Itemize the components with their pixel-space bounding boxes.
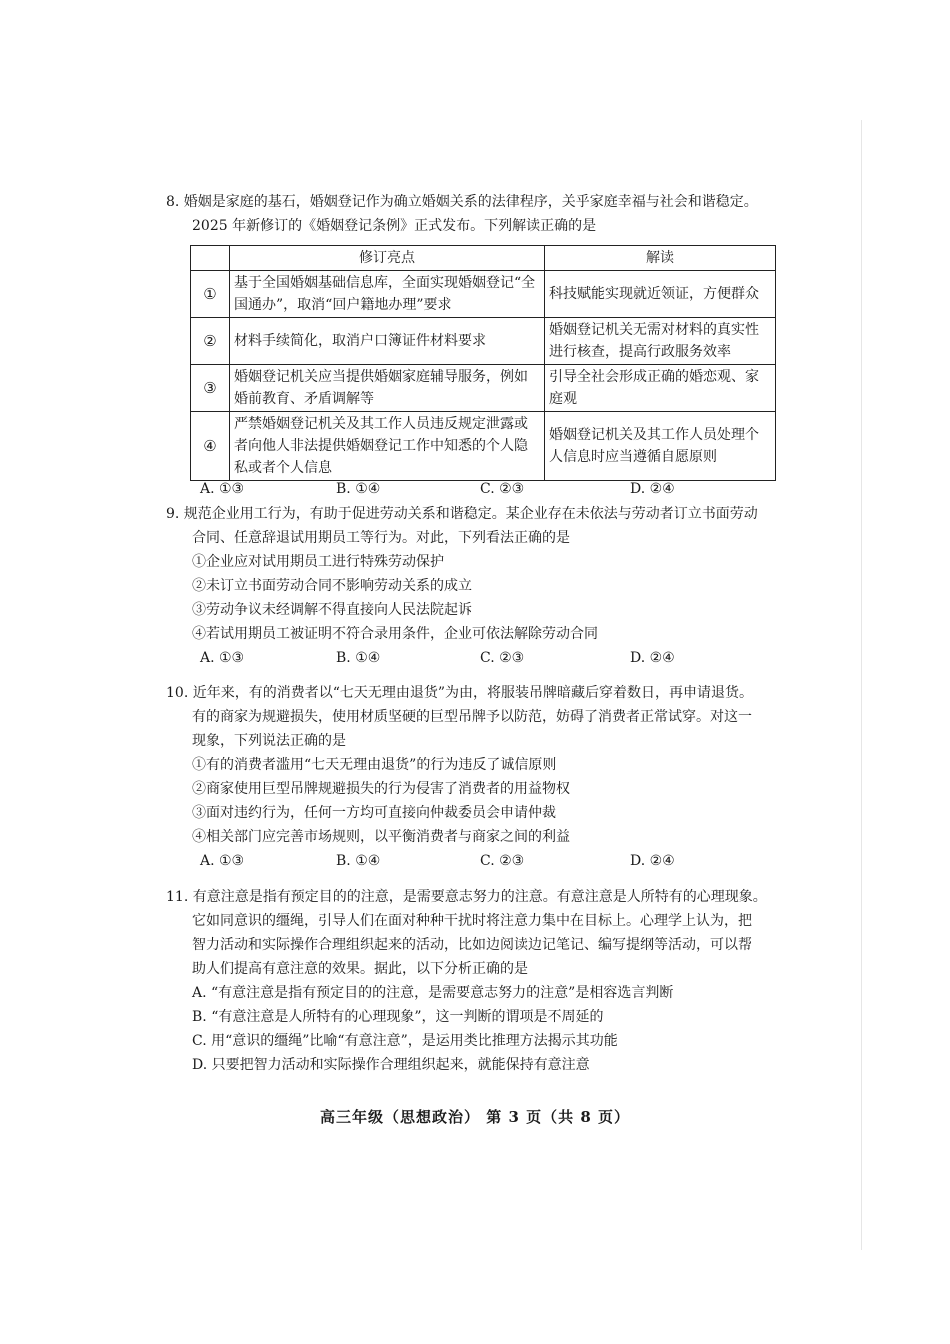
table-header-reading: 解读 [545,246,776,271]
q9-statement: ④若试用期员工被证明不符合录用条件，企业可依法解除劳动合同 [192,626,598,642]
option-c[interactable]: C. ②③ [480,650,525,666]
table-row [191,365,776,412]
option-d[interactable]: D. ②④ [630,481,675,497]
q11-stem-line3: 智力活动和实际操作合理组织起来的活动，比如边阅读边记笔记、编写提纲等活动，可以帮 [192,937,752,953]
row-reading: 婚姻登记机关及其工作人员处理个人信息时应当遵循自愿原则 [545,412,776,481]
option-c[interactable]: C. 用“意识的缰绳”比喻“有意注意”，是运用类比推理方法揭示其功能 [192,1033,618,1049]
table-row [191,271,776,318]
q10-statement: ③面对违约行为，任何一方均可直接向仲裁委员会申请仲裁 [192,805,556,821]
question-11 [166,885,780,1077]
q11-stem-line2: 它如同意识的缰绳，引导人们在面对种种干扰时将注意力集中在目标上。心理学上认为，把 [192,913,752,929]
option-b[interactable]: B. “有意注意是人所特有的心理现象”，这一判断的谓项是不周延的 [192,1009,604,1025]
row-reading: 科技赋能实现就近领证，方便群众 [545,271,776,318]
q9-statement: ②未订立书面劳动合同不影响劳动关系的成立 [192,578,472,594]
option-a[interactable]: A. “有意注意是指有预定目的的注意，是需要意志努力的注意”是相容选言判断 [192,985,674,1001]
option-d[interactable]: D. 只要把智力活动和实际操作合理组织起来，就能保持有意注意 [192,1057,590,1073]
question-8 [166,190,780,238]
row-num: ② [191,318,230,365]
option-a[interactable]: A. ①③ [200,481,245,497]
page-footer: 高三年级（思想政治） 第 3 页（共 8 页） [320,1108,630,1126]
table-row [191,318,776,365]
row-highlight: 婚姻登记机关应当提供婚姻家庭辅导服务，例如婚前教育、矛盾调解等 [230,365,545,412]
q10-statement: ②商家使用巨型吊牌规避损失的行为侵害了消费者的用益物权 [192,781,570,797]
q10-stem-line2: 有的商家为规避损失，使用材质坚硬的巨型吊牌予以防范，妨碍了消费者正常试穿。对这一 [192,709,752,725]
table-row [191,412,776,481]
q8-revision-table [190,245,776,481]
q11-stem-line1: 11. 有意注意是指有预定目的的注意，是需要意志努力的注意。有意注意是人所特有的心理现象。 [166,889,767,905]
option-a[interactable]: A. ①③ [200,650,245,666]
row-num: ① [191,271,230,318]
row-highlight: 材料手续简化，取消户口簿证件材料要求 [230,318,545,365]
question-10 [166,681,780,873]
row-highlight: 严禁婚姻登记机关及其工作人员违反规定泄露或者向他人非法提供婚姻登记工作中知悉的个人隐私或者个人信息 [230,412,545,481]
q8-options [166,477,780,501]
row-highlight: 基于全国婚姻基础信息库，全面实现婚姻登记“全国通办”，取消“回户籍地办理”要求 [230,271,545,318]
q11-stem-line4: 助人们提高有意注意的效果。据此，以下分析正确的是 [192,961,528,977]
q8-stem-line2: 2025 年新修订的《婚姻登记条例》正式发布。下列解读正确的是 [192,218,597,234]
q10-statement: ①有的消费者滥用“七天无理由退货”的行为违反了诚信原则 [192,757,557,773]
option-d[interactable]: D. ②④ [630,853,675,869]
option-b[interactable]: B. ①④ [336,650,381,666]
option-a[interactable]: A. ①③ [200,853,245,869]
table-header-row [191,246,776,271]
q10-statement: ④相关部门应完善市场规则，以平衡消费者与商家之间的利益 [192,829,570,845]
table-header-num [191,246,230,271]
option-c[interactable]: C. ②③ [480,481,525,497]
q8-stem-line1: 8. 婚姻是家庭的基石，婚姻登记作为确立婚姻关系的法律程序，关乎家庭幸福与社会和谐稳定。 [166,194,758,210]
row-reading: 引导全社会形成正确的婚恋观、家庭观 [545,365,776,412]
question-9 [166,502,780,670]
option-b[interactable]: B. ①④ [336,481,381,497]
option-b[interactable]: B. ①④ [336,853,381,869]
table-header-highlight: 修订亮点 [230,246,545,271]
row-num: ④ [191,412,230,481]
row-reading: 婚姻登记机关无需对材料的真实性进行核查，提高行政服务效率 [545,318,776,365]
q9-stem-line2: 合同、任意辞退试用期员工等行为。对此，下列看法正确的是 [192,530,570,546]
q9-statement: ③劳动争议未经调解不得直接向人民法院起诉 [192,602,472,618]
q10-stem-line3: 现象，下列说法正确的是 [192,733,346,749]
row-num: ③ [191,365,230,412]
q9-statement: ①企业应对试用期员工进行特殊劳动保护 [192,554,444,570]
scan-edge-line [861,120,862,1250]
q9-stem-line1: 9. 规范企业用工行为，有助于促进劳动关系和谐稳定。某企业存在未依法与劳动者订立书面劳动 [166,506,758,522]
option-d[interactable]: D. ②④ [630,650,675,666]
q10-stem-line1: 10. 近年来，有的消费者以“七天无理由退货”为由，将服装吊牌暗藏后穿着数日，再申请退货。 [166,685,754,701]
option-c[interactable]: C. ②③ [480,853,525,869]
